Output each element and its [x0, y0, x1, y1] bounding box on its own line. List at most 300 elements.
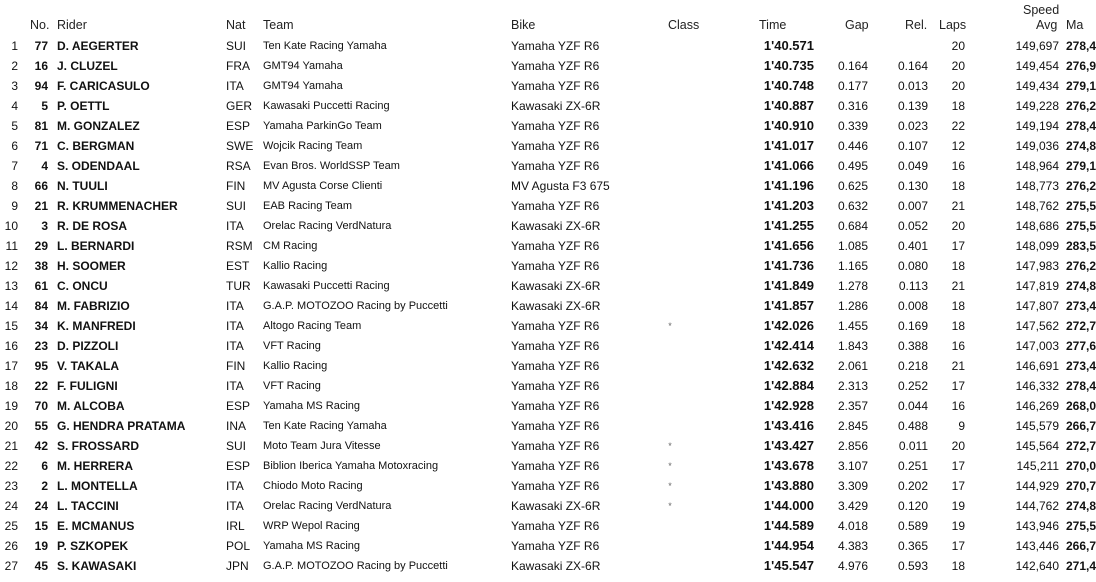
cell-no: 21: [34, 199, 48, 213]
cell-avg: 148,773: [1015, 179, 1059, 193]
cell-laps: 20: [951, 59, 965, 73]
cell-rel: 0.169: [897, 319, 928, 333]
cell-pos: 20: [4, 419, 18, 433]
cell-time: 1'40.571: [763, 38, 814, 53]
cell-time: 1'40.735: [763, 58, 814, 73]
cell-rider: M. GONZALEZ: [57, 119, 140, 133]
cell-time: 1'42.026: [763, 318, 814, 333]
cell-time: 1'42.884: [763, 378, 814, 393]
cell-rider: E. MCMANUS: [57, 519, 135, 533]
cell-nat: GER: [226, 99, 253, 113]
cell-no: 2: [41, 479, 48, 493]
cell-avg: 149,434: [1015, 79, 1059, 93]
cell-rel: 0.401: [897, 239, 928, 253]
cell-pos: 3: [11, 79, 18, 93]
cell-max: 271,4: [1066, 559, 1096, 573]
cell-team: Kawasaki Puccetti Racing: [263, 280, 390, 292]
cell-gap: 1.278: [837, 279, 868, 293]
cell-team: Kawasaki Puccetti Racing: [263, 100, 390, 112]
cell-team: GMT94 Yamaha: [263, 60, 343, 72]
table-row: [0, 56, 1096, 76]
cell-pos: 10: [4, 219, 18, 233]
cell-gap: 1.455: [837, 319, 868, 333]
cell-laps: 16: [951, 159, 965, 173]
cell-bike: Yamaha YZF R6: [511, 459, 600, 473]
cell-max: 268,0: [1066, 399, 1096, 413]
cell-gap: 0.339: [837, 119, 868, 133]
cell-class: *: [668, 461, 672, 471]
table-row: [0, 176, 1096, 196]
cell-max: 283,5: [1066, 239, 1096, 253]
cell-nat: IRL: [226, 519, 245, 533]
cell-rider: L. TACCINI: [57, 499, 119, 513]
header-rider: Rider: [57, 18, 87, 32]
cell-max: 274,8: [1066, 139, 1096, 153]
cell-no: 6: [41, 459, 48, 473]
cell-laps: 17: [951, 239, 965, 253]
cell-rider: C. ONCU: [57, 279, 108, 293]
cell-gap: 0.684: [837, 219, 868, 233]
cell-pos: 19: [4, 399, 18, 413]
cell-time: 1'44.589: [763, 518, 814, 533]
cell-max: 266,7: [1066, 539, 1096, 553]
cell-rider: D. PIZZOLI: [57, 339, 119, 353]
header-bike: Bike: [511, 18, 536, 32]
cell-time: 1'42.928: [763, 398, 814, 413]
cell-class: *: [668, 501, 672, 511]
cell-team: Kallio Racing: [263, 360, 328, 372]
cell-rider: S. KAWASAKI: [57, 559, 137, 573]
cell-team: Ten Kate Racing Yamaha: [263, 40, 387, 52]
table-row: [0, 196, 1096, 216]
cell-team: Evan Bros. WorldSSP Team: [263, 160, 400, 172]
table-row: [0, 396, 1096, 416]
cell-avg: 142,640: [1015, 559, 1059, 573]
cell-nat: ITA: [226, 319, 244, 333]
cell-no: 84: [34, 299, 48, 313]
cell-laps: 9: [958, 419, 965, 433]
cell-bike: Kawasaki ZX-6R: [511, 499, 601, 513]
cell-gap: 0.177: [837, 79, 868, 93]
cell-nat: ITA: [226, 339, 244, 353]
cell-gap: 1.165: [837, 259, 868, 273]
cell-avg: 149,454: [1015, 59, 1059, 73]
cell-pos: 2: [11, 59, 18, 73]
cell-avg: 147,807: [1015, 299, 1059, 313]
table-row: [0, 116, 1096, 136]
cell-bike: MV Agusta F3 675: [511, 179, 610, 193]
cell-bike: Yamaha YZF R6: [511, 199, 600, 213]
cell-avg: 149,194: [1015, 119, 1059, 133]
cell-laps: 17: [951, 479, 965, 493]
cell-avg: 146,691: [1015, 359, 1059, 373]
cell-time: 1'43.427: [763, 438, 814, 453]
cell-rel: 0.107: [897, 139, 928, 153]
cell-time: 1'42.632: [763, 358, 814, 373]
cell-bike: Yamaha YZF R6: [511, 359, 600, 373]
cell-nat: ITA: [226, 219, 244, 233]
cell-avg: 144,929: [1015, 479, 1059, 493]
cell-laps: 20: [951, 219, 965, 233]
cell-rel: 0.388: [897, 339, 928, 353]
cell-team: Chiodo Moto Racing: [263, 480, 363, 492]
cell-max: 266,7: [1066, 419, 1096, 433]
cell-pos: 9: [11, 199, 18, 213]
cell-nat: FIN: [226, 179, 246, 193]
cell-time: 1'40.910: [763, 118, 814, 133]
cell-rel: 0.023: [897, 119, 928, 133]
cell-time: 1'40.748: [763, 78, 814, 93]
table-row: [0, 336, 1096, 356]
cell-laps: 18: [951, 299, 965, 313]
cell-laps: 20: [951, 439, 965, 453]
cell-bike: Yamaha YZF R6: [511, 539, 600, 553]
cell-nat: ITA: [226, 499, 244, 513]
cell-rider: C. BERGMAN: [57, 139, 135, 153]
table-row: [0, 356, 1096, 376]
cell-team: Yamaha ParkinGo Team: [263, 120, 382, 132]
cell-gap: 2.845: [837, 419, 868, 433]
cell-no: 61: [34, 279, 48, 293]
cell-time: 1'41.196: [763, 178, 814, 193]
cell-rider: D. AEGERTER: [57, 39, 139, 53]
cell-nat: TUR: [226, 279, 251, 293]
cell-pos: 1: [11, 39, 18, 53]
cell-nat: ITA: [226, 79, 244, 93]
cell-avg: 143,946: [1015, 519, 1059, 533]
cell-avg: 148,762: [1015, 199, 1059, 213]
cell-gap: 1.843: [837, 339, 868, 353]
cell-nat: ESP: [226, 459, 251, 473]
cell-max: 278,4: [1066, 119, 1096, 133]
cell-time: 1'43.678: [763, 458, 814, 473]
cell-rider: F. CARICASULO: [57, 79, 150, 93]
cell-avg: 149,228: [1015, 99, 1059, 113]
table-row: [0, 556, 1096, 576]
cell-nat: RSM: [226, 239, 253, 253]
cell-avg: 149,036: [1015, 139, 1059, 153]
cell-nat: ITA: [226, 299, 244, 313]
table-row: [0, 76, 1096, 96]
cell-bike: Yamaha YZF R6: [511, 439, 600, 453]
cell-laps: 16: [951, 339, 965, 353]
cell-rider: J. CLUZEL: [57, 59, 118, 73]
cell-class: *: [668, 441, 672, 451]
cell-rel: 0.164: [897, 59, 928, 73]
cell-bike: Kawasaki ZX-6R: [511, 299, 601, 313]
table-row: [0, 156, 1096, 176]
cell-laps: 18: [951, 259, 965, 273]
cell-no: 15: [34, 519, 48, 533]
cell-no: 42: [34, 439, 48, 453]
cell-team: VFT Racing: [263, 380, 321, 392]
cell-nat: SWE: [226, 139, 254, 153]
cell-laps: 22: [951, 119, 965, 133]
cell-laps: 18: [951, 179, 965, 193]
cell-pos: 17: [4, 359, 18, 373]
cell-rider: M. FABRIZIO: [57, 299, 130, 313]
cell-gap: 0.316: [837, 99, 868, 113]
cell-rel: 0.120: [897, 499, 928, 513]
cell-time: 1'44.954: [763, 538, 814, 553]
cell-no: 45: [34, 559, 48, 573]
table-row: [0, 236, 1096, 256]
cell-max: 276,2: [1066, 179, 1096, 193]
cell-team: WRP Wepol Racing: [263, 520, 360, 532]
table-row: [0, 136, 1096, 156]
cell-rel: 0.013: [897, 79, 928, 93]
cell-team: Orelac Racing VerdNatura: [263, 220, 392, 232]
cell-bike: Yamaha YZF R6: [511, 419, 600, 433]
cell-no: 66: [34, 179, 48, 193]
cell-max: 279,1: [1066, 159, 1096, 173]
cell-no: 16: [34, 59, 48, 73]
cell-no: 23: [34, 339, 48, 353]
cell-avg: 146,269: [1015, 399, 1059, 413]
cell-rel: 0.080: [897, 259, 928, 273]
cell-no: 3: [41, 219, 48, 233]
cell-max: 273,4: [1066, 359, 1096, 373]
cell-laps: 20: [951, 39, 965, 53]
cell-gap: 1.286: [837, 299, 868, 313]
cell-rel: 0.218: [897, 359, 928, 373]
cell-gap: 4.383: [837, 539, 868, 553]
cell-gap: 3.429: [837, 499, 868, 513]
cell-nat: SUI: [226, 199, 247, 213]
cell-max: 272,7: [1066, 319, 1096, 333]
table-row: [0, 496, 1096, 516]
cell-laps: 18: [951, 559, 965, 573]
cell-team: Yamaha MS Racing: [263, 400, 361, 412]
cell-nat: ITA: [226, 379, 244, 393]
cell-team: G.A.P. MOTOZOO Racing by Puccetti: [263, 300, 448, 312]
cell-laps: 20: [951, 79, 965, 93]
cell-avg: 145,564: [1015, 439, 1059, 453]
cell-pos: 7: [11, 159, 18, 173]
cell-bike: Yamaha YZF R6: [511, 339, 600, 353]
table-row: [0, 316, 1096, 336]
cell-no: 95: [34, 359, 48, 373]
cell-time: 1'40.887: [763, 98, 814, 113]
cell-gap: 4.976: [837, 559, 868, 573]
header-laps: Laps: [939, 18, 967, 32]
cell-rel: 0.593: [897, 559, 928, 573]
cell-pos: 8: [11, 179, 18, 193]
cell-pos: 15: [4, 319, 18, 333]
cell-laps: 17: [951, 379, 965, 393]
cell-bike: Kawasaki ZX-6R: [511, 559, 601, 573]
cell-avg: 147,819: [1015, 279, 1059, 293]
cell-max: 275,5: [1066, 519, 1096, 533]
cell-bike: Yamaha YZF R6: [511, 139, 600, 153]
cell-time: 1'41.255: [763, 218, 814, 233]
table-header: [0, 0, 1084, 36]
cell-pos: 21: [4, 439, 18, 453]
cell-bike: Yamaha YZF R6: [511, 319, 600, 333]
cell-gap: 0.632: [837, 199, 868, 213]
cell-gap: 4.018: [837, 519, 868, 533]
cell-avg: 148,099: [1015, 239, 1059, 253]
header-gap: Gap: [845, 18, 869, 32]
cell-max: 276,2: [1066, 259, 1096, 273]
cell-time: 1'43.880: [763, 478, 814, 493]
cell-avg: 144,762: [1015, 499, 1059, 513]
cell-rel: 0.202: [897, 479, 928, 493]
cell-team: EAB Racing Team: [263, 200, 353, 212]
cell-rider: P. SZKOPEK: [57, 539, 129, 553]
cell-rel: 0.044: [897, 399, 928, 413]
cell-avg: 145,211: [1016, 459, 1059, 473]
cell-bike: Yamaha YZF R6: [511, 379, 600, 393]
cell-rider: L. MONTELLA: [57, 479, 138, 493]
cell-pos: 16: [4, 339, 18, 353]
cell-laps: 17: [951, 539, 965, 553]
cell-bike: Yamaha YZF R6: [511, 119, 600, 133]
cell-pos: 27: [4, 559, 18, 573]
cell-pos: 26: [4, 539, 18, 553]
cell-time: 1'41.849: [763, 278, 814, 293]
cell-no: 70: [34, 399, 48, 413]
table-row: [0, 256, 1096, 276]
header-rel: Rel.: [905, 18, 928, 32]
cell-rel: 0.049: [897, 159, 928, 173]
table-row: [0, 516, 1096, 536]
cell-laps: 21: [951, 279, 965, 293]
cell-max: 270,0: [1066, 459, 1096, 473]
cell-rel: 0.252: [897, 379, 928, 393]
cell-avg: 147,562: [1015, 319, 1059, 333]
cell-laps: 19: [951, 499, 965, 513]
cell-rider: R. KRUMMENACHER: [57, 199, 178, 213]
cell-bike: Kawasaki ZX-6R: [511, 219, 601, 233]
cell-rel: 0.589: [897, 519, 928, 533]
cell-max: 278,4: [1066, 379, 1096, 393]
table-row: [0, 436, 1096, 456]
cell-gap: 2.313: [837, 379, 868, 393]
cell-pos: 24: [4, 499, 18, 513]
cell-gap: 0.495: [837, 159, 868, 173]
table-row: [0, 456, 1096, 476]
cell-laps: 21: [951, 199, 965, 213]
header-speed: Speed: [1023, 3, 1060, 17]
table-row: [0, 296, 1096, 316]
cell-time: 1'42.414: [763, 338, 814, 353]
cell-bike: Kawasaki ZX-6R: [511, 99, 601, 113]
cell-team: Kallio Racing: [263, 260, 328, 272]
cell-team: GMT94 Yamaha: [263, 80, 343, 92]
cell-rider: K. MANFREDI: [57, 319, 136, 333]
cell-bike: Yamaha YZF R6: [511, 479, 600, 493]
cell-no: 5: [41, 99, 48, 113]
cell-rel: 0.130: [897, 179, 928, 193]
header-time: Time: [759, 18, 787, 32]
cell-gap: 1.085: [837, 239, 868, 253]
results-table: [0, 36, 1096, 576]
cell-laps: 21: [951, 359, 965, 373]
cell-max: 276,9: [1066, 59, 1096, 73]
cell-max: 272,7: [1066, 439, 1096, 453]
table-row: [0, 36, 1096, 56]
cell-pos: 25: [4, 519, 18, 533]
cell-no: 38: [34, 259, 48, 273]
cell-pos: 13: [4, 279, 18, 293]
cell-bike: Yamaha YZF R6: [511, 59, 600, 73]
cell-team: Biblion Iberica Yamaha Motoxracing: [263, 460, 439, 472]
cell-max: 277,6: [1066, 339, 1096, 353]
cell-max: 275,5: [1066, 219, 1096, 233]
cell-rel: 0.052: [897, 219, 928, 233]
table-row: [0, 476, 1096, 496]
cell-laps: 16: [951, 399, 965, 413]
cell-avg: 146,332: [1015, 379, 1059, 393]
cell-nat: INA: [226, 419, 247, 433]
cell-rider: P. OETTL: [57, 99, 110, 113]
cell-gap: 2.357: [837, 399, 868, 413]
cell-nat: EST: [226, 259, 250, 273]
table-row: [0, 96, 1096, 116]
table-row: [0, 536, 1096, 556]
cell-rel: 0.139: [897, 99, 928, 113]
cell-time: 1'41.857: [763, 298, 814, 313]
cell-gap: 3.309: [837, 479, 868, 493]
cell-no: 19: [34, 539, 48, 553]
cell-no: 22: [34, 379, 48, 393]
cell-max: 270,7: [1066, 479, 1096, 493]
cell-avg: 148,686: [1015, 219, 1059, 233]
cell-bike: Yamaha YZF R6: [511, 159, 600, 173]
cell-no: 4: [41, 159, 48, 173]
cell-max: 273,4: [1066, 299, 1096, 313]
cell-bike: Yamaha YZF R6: [511, 259, 600, 273]
cell-laps: 12: [951, 139, 965, 153]
cell-rel: 0.007: [897, 199, 928, 213]
cell-nat: SUI: [226, 39, 247, 53]
cell-rider: L. BERNARDI: [57, 239, 135, 253]
cell-rider: V. TAKALA: [57, 359, 120, 373]
cell-rider: H. SOOMER: [57, 259, 126, 273]
cell-rel: 0.365: [897, 539, 928, 553]
cell-pos: 6: [11, 139, 18, 153]
cell-rider: N. TUULI: [57, 179, 108, 193]
cell-no: 77: [34, 39, 48, 53]
cell-bike: Yamaha YZF R6: [511, 239, 600, 253]
cell-bike: Kawasaki ZX-6R: [511, 279, 601, 293]
cell-rider: M. ALCOBA: [57, 399, 125, 413]
cell-nat: SUI: [226, 439, 247, 453]
table-row: [0, 216, 1096, 236]
cell-nat: FIN: [226, 359, 246, 373]
cell-team: Altogo Racing Team: [263, 320, 362, 332]
cell-gap: 0.164: [837, 59, 868, 73]
table-row: [0, 376, 1096, 396]
cell-gap: 0.625: [837, 179, 868, 193]
cell-avg: 147,003: [1015, 339, 1059, 353]
cell-gap: 2.061: [837, 359, 868, 373]
cell-laps: 18: [951, 319, 965, 333]
cell-time: 1'41.203: [763, 198, 814, 213]
cell-max: 275,5: [1066, 199, 1096, 213]
cell-no: 29: [34, 239, 48, 253]
cell-pos: 4: [11, 99, 18, 113]
table-row: [0, 276, 1096, 296]
cell-nat: ITA: [226, 479, 244, 493]
cell-team: Moto Team Jura Vitesse: [263, 440, 381, 452]
cell-rel: 0.113: [898, 279, 928, 293]
cell-max: 276,2: [1066, 99, 1096, 113]
cell-laps: 17: [951, 459, 965, 473]
cell-team: VFT Racing: [263, 340, 321, 352]
cell-nat: FRA: [226, 59, 250, 73]
